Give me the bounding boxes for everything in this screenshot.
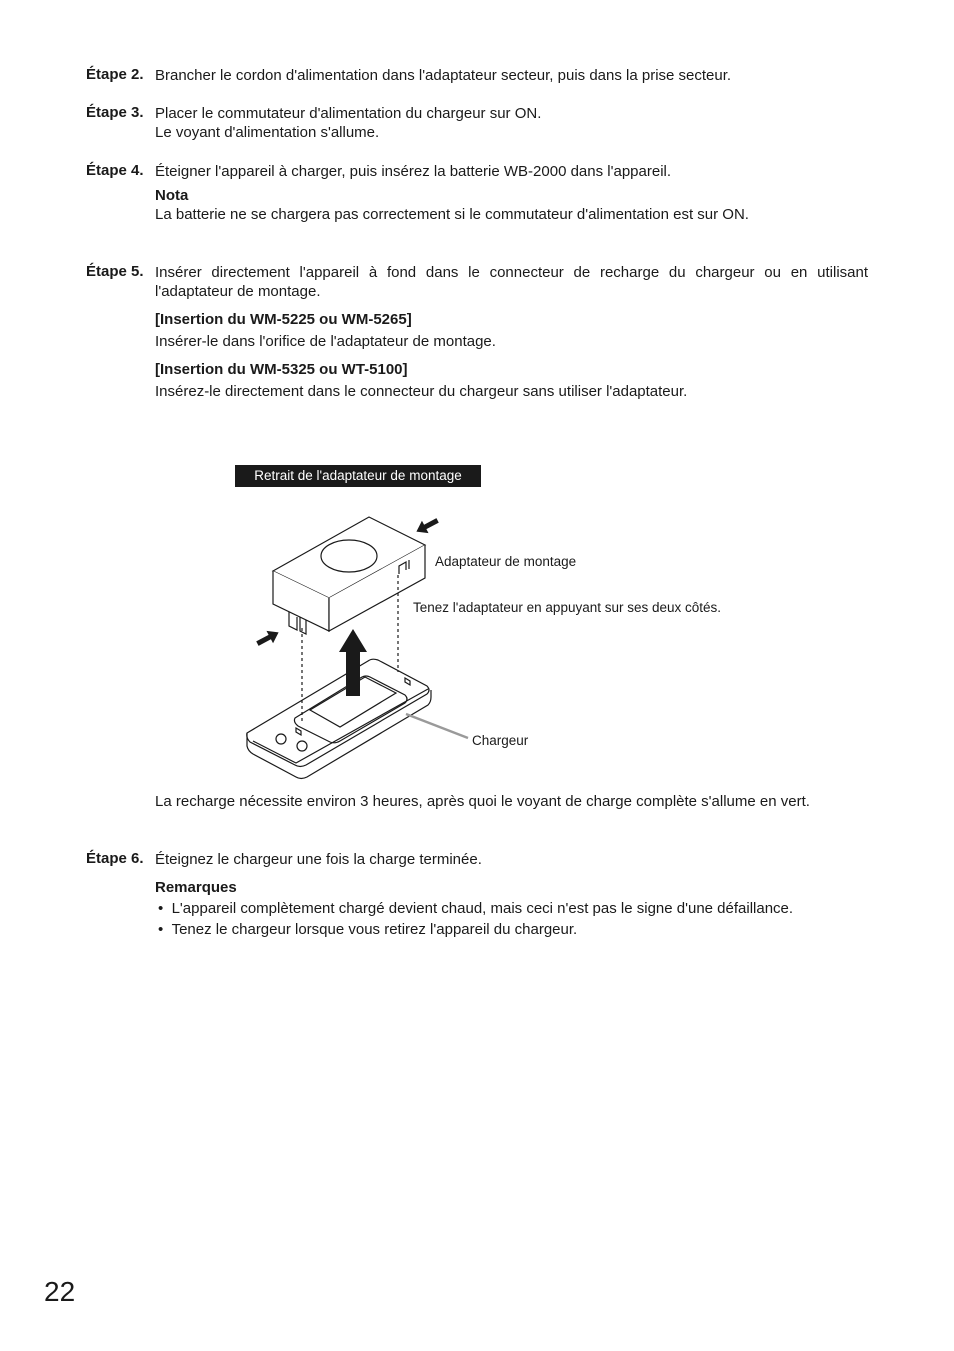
step-3-label: Étape 3.	[86, 104, 144, 121]
squeeze-arrow-right-icon	[413, 514, 441, 538]
label-charger: Chargeur	[472, 733, 529, 748]
step-3-line-2: Le voyant d'alimentation s'allume.	[155, 124, 380, 141]
step-2-text: Brancher le cordon d'alimentation dans l'adaptateur secteur, puis dans la prise secteur.	[155, 67, 732, 84]
step-3-line-1: Placer le commutateur d'alimentation du chargeur sur ON.	[155, 105, 542, 122]
label-adapter: Adaptateur de montage	[435, 554, 577, 569]
step-6-label: Étape 6.	[86, 850, 144, 867]
step-5-label: Étape 5.	[86, 263, 144, 280]
charger-leader-line	[406, 714, 468, 738]
step-4-label: Étape 4.	[86, 162, 144, 179]
page-number: 22	[44, 1276, 76, 1307]
charging-time-text: La recharge nécessite environ 3 heures, après quoi le voyant de charge complète s'allume en vert.	[155, 793, 810, 810]
squeeze-arrow-left-icon	[254, 626, 282, 650]
charger-top-face	[247, 659, 429, 766]
note-title: Nota	[155, 187, 189, 204]
remark-text: Tenez le chargeur lorsque vous retirez l'appareil du chargeur.	[171, 921, 578, 938]
insertion-1-title: [Insertion du WM-5225 ou WM-5265]	[155, 311, 412, 328]
diagram-title: Retrait de l'adaptateur de montage	[235, 465, 481, 487]
insertion-2-title: [Insertion du WM-5325 ou WT-5100]	[155, 361, 408, 378]
remark-item: • L'appareil complètement chargé devient chaud, mais ceci n'est pas le signe d'une défaillance.	[158, 900, 794, 917]
note-text: La batterie ne se chargera pas correctement si le commutateur d'alimentation est sur ON.	[155, 206, 749, 223]
remarks-title: Remarques	[155, 879, 237, 896]
label-hold-adapter: Tenez l'adaptateur en appuyant sur ses deux côtés.	[413, 600, 722, 615]
step-2-label: Étape 2.	[86, 66, 144, 83]
insertion-2-text: Insérez-le directement dans le connecteur du chargeur sans utiliser l'adaptateur.	[155, 383, 688, 400]
insertion-1-text: Insérer-le dans l'orifice de l'adaptateur de montage.	[155, 333, 496, 350]
adapter-removal-illustration	[240, 500, 470, 785]
remark-text: L'appareil complètement chargé devient chaud, mais ceci n'est pas le signe d'une défaillance.	[171, 900, 794, 917]
step-5-text: Insérer directement l'appareil à fond dans le connecteur de recharge du chargeur ou en utilisant l'adaptateur de montage.	[155, 264, 868, 300]
step-6-text: Éteignez le chargeur une fois la charge terminée.	[155, 851, 482, 868]
step-4-text: Éteigner l'appareil à charger, puis insérez la batterie WB-2000 dans l'appareil.	[155, 163, 672, 180]
remark-item: • Tenez le chargeur lorsque vous retirez l'appareil du chargeur.	[158, 921, 578, 938]
